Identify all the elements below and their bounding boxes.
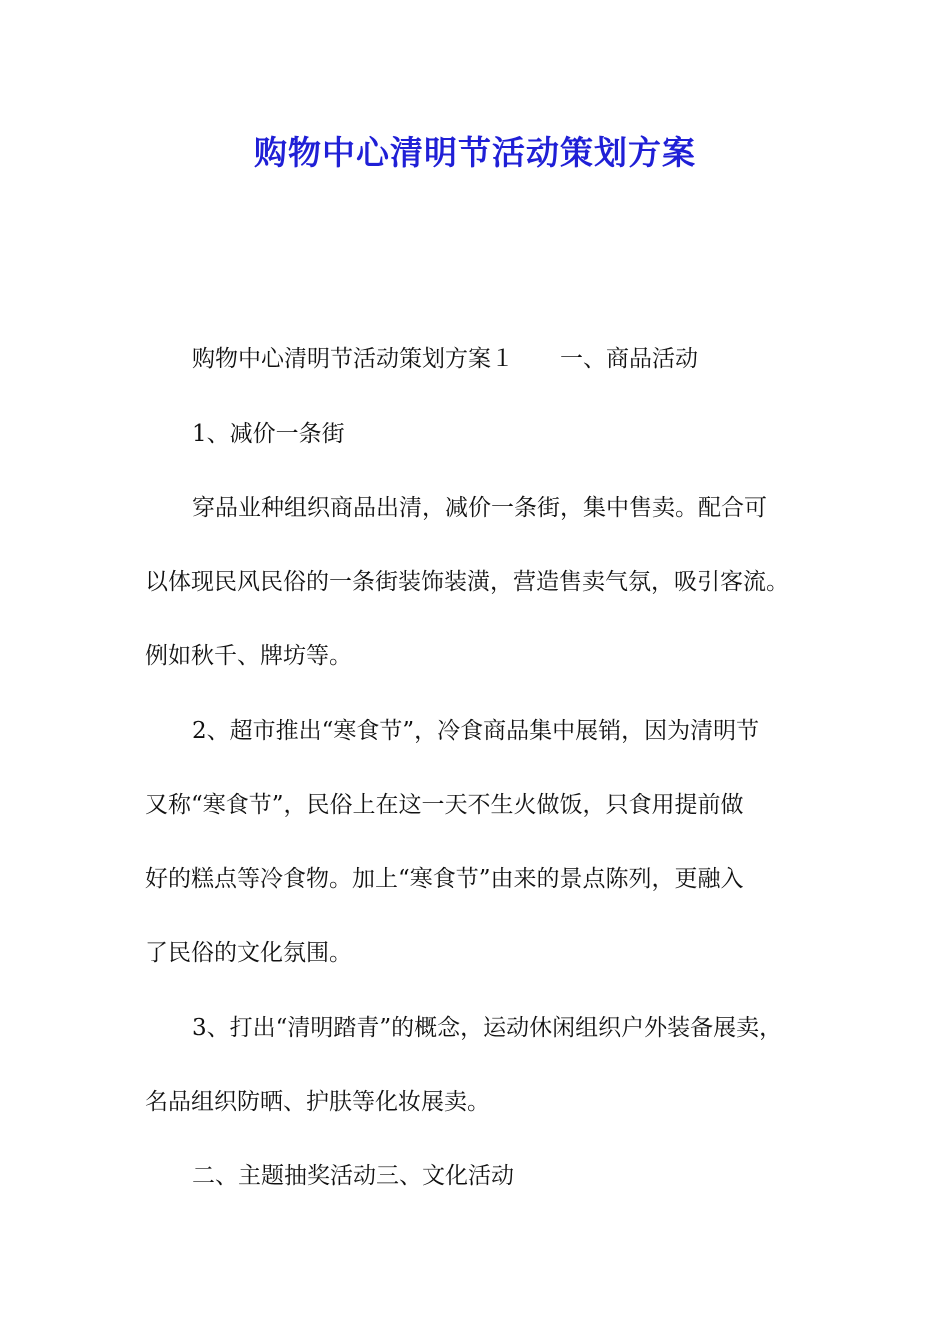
section-heading-line: 二、主题抽奖活动三、文化活动 (192, 1163, 514, 1189)
paragraph-line: 例如秋千、牌坊等。 (145, 643, 352, 669)
paragraph-line: 名品组织防晒、护肤等化妆展卖。 (145, 1089, 490, 1115)
subheading-line: 1、减价一条街 (192, 421, 345, 447)
paragraph-line: 穿品业种组织商品出清，减价一条街，集中售卖。配合可 (192, 495, 767, 521)
paragraph-line: 2、超市推出“寒食节”，冷食商品集中展销，因为清明节 (192, 718, 760, 744)
paragraph-line: 好的糕点等冷食物。加上“寒食节”由来的景点陈列，更融入 (145, 866, 744, 892)
section-title: 购物中心清明节活动策划方案１ (192, 346, 514, 372)
paragraph-line: 3、打出“清明踏青”的概念，运动休闲组织户外装备展卖， (192, 1015, 783, 1041)
paragraph-line: 又称“寒食节”，民俗上在这一天不生火做饭，只食用提前做 (145, 792, 744, 818)
paragraph-line: 了民俗的文化氛围。 (145, 940, 352, 966)
document-title: 购物中心清明节活动策划方案 (254, 133, 696, 172)
paragraph-line: 以体现民风民俗的一条街装饰装潢，营造售卖气氛，吸引客流。 (145, 569, 789, 595)
section-heading: 一、商品活动 (560, 346, 698, 372)
paragraph-heading (192, 341, 698, 377)
